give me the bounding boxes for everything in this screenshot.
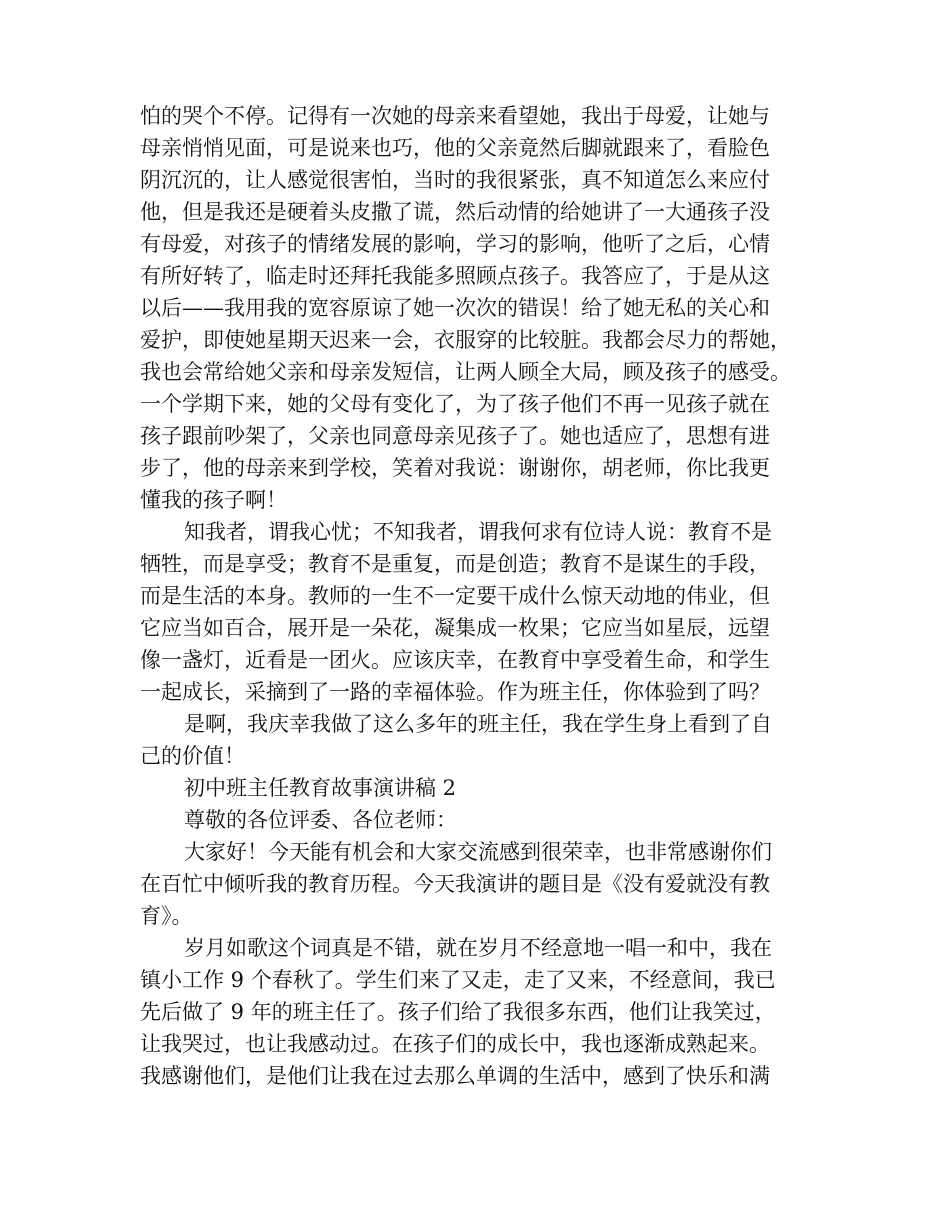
- text-line: 是啊，我庆幸我做了这么多年的班主任，我在学生身上看到了自: [184, 712, 772, 736]
- text-line: 他，但是我还是硬着头皮撒了谎，然后动情的给她讲了一大通孩子没: [140, 200, 770, 224]
- text-line: 像一盏灯，近看是一团火。应该庆幸，在教育中享受着生命，和学生: [140, 648, 770, 672]
- text-line: 在百忙中倾听我的教育历程。今天我演讲的题目是《没有爱就没有教: [140, 872, 770, 896]
- text-line: 阴沉沉的，让人感觉很害怕，当时的我很紧张，真不知道怎么来应付: [140, 168, 770, 192]
- text-line: 让我哭过，也让我感动过。在孩子们的成长中，我也逐渐成熟起来。: [140, 1032, 770, 1056]
- text-line: 知我者，谓我心忧；不知我者，谓我何求有位诗人说：教育不是: [184, 520, 772, 544]
- text-line: 我感谢他们，是他们让我在过去那么单调的生活中，感到了快乐和满: [140, 1064, 770, 1088]
- section-heading: 初中班主任教育故事演讲稿 2: [184, 776, 457, 800]
- text-line: 岁月如歌这个词真是不错，就在岁月不经意地一唱一和中，我在: [184, 936, 772, 960]
- document-body: [140, 100, 810, 1092]
- text-line: 它应当如百合，展开是一朵花，凝集成一枚果；它应当如星辰，远望: [140, 616, 770, 640]
- text-line: 有母爱，对孩子的情绪发展的影响，学习的影响，他听了之后，心情: [140, 232, 770, 256]
- salutation: 尊敬的各位评委、各位老师：: [184, 808, 457, 832]
- text-line: 有所好转了，临走时还拜托我能多照顾点孩子。我答应了，于是从这: [140, 264, 770, 288]
- text-line: 以后——我用我的宽容原谅了她一次次的错误！给了她无私的关心和: [140, 296, 770, 320]
- text-line: 一起成长，采摘到了一路的幸福体验。作为班主任，你体验到了吗？: [140, 680, 770, 704]
- text-line: 爱护，即使她星期天迟来一会，衣服穿的比较脏。我都会尽力的帮她，: [140, 328, 791, 352]
- text-line: 步了，他的母亲来到学校，笑着对我说：谢谢你，胡老师，你比我更: [140, 456, 770, 480]
- text-line: 大家好！今天能有机会和大家交流感到很荣幸，也非常感谢你们: [184, 840, 772, 864]
- text-line: 怕的哭个不停。记得有一次她的母亲来看望她，我出于母爱，让她与: [140, 104, 770, 128]
- text-line: 孩子跟前吵架了，父亲也同意母亲见孩子了。她也适应了，思想有进: [140, 424, 770, 448]
- text-line: 己的价值！: [140, 744, 245, 768]
- text-line: 育》。: [140, 904, 193, 928]
- text-line: 镇小工作 9 个春秋了。学生们来了又走，走了又来，不经意间，我已: [140, 968, 776, 992]
- text-line: 懂我的孩子啊！: [140, 488, 287, 512]
- text-line: 先后做了 9 年的班主任了。孩子们给了我很多东西，他们让我笑过，: [140, 1000, 776, 1024]
- text-line: 一个学期下来，她的父母有变化了，为了孩子他们不再一见孩子就在: [140, 392, 770, 416]
- text-line: 而是生活的本身。教师的一生不一定要干成什么惊天动地的伟业，但: [140, 584, 770, 608]
- text-line: 我也会常给她父亲和母亲发短信，让两人顾全大局，顾及孩子的感受。: [140, 360, 791, 384]
- text-line: 牺牲，而是享受；教育不是重复，而是创造；教育不是谋生的手段，: [140, 552, 770, 576]
- text-line: 母亲悄悄见面，可是说来也巧，他的父亲竟然后脚就跟来了，看脸色: [140, 136, 770, 160]
